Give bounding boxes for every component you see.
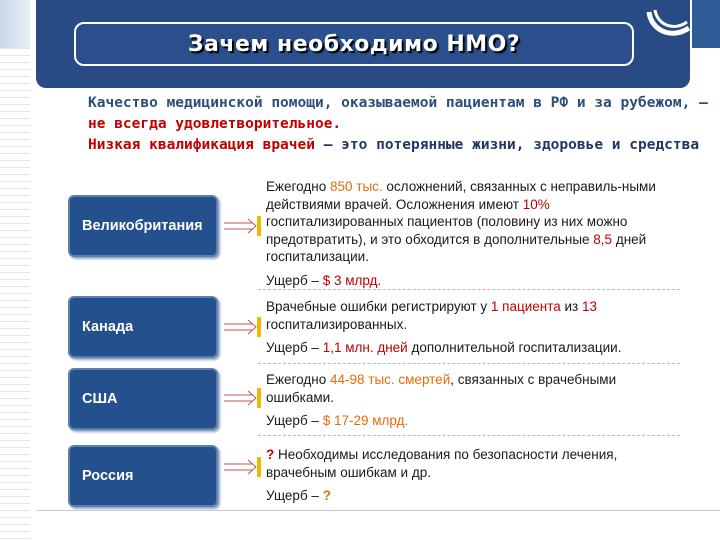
country-name: Великобритания [82, 218, 203, 234]
left-decor-strip [0, 0, 30, 540]
title-box [74, 22, 634, 66]
bottom-divider [36, 510, 720, 511]
arrow-right-icon [222, 387, 262, 409]
details-usa: Ежегодно 44-98 тыс. смертей, связанных с врачебными ошибками. Ущерб – $ 17-29 млрд. [266, 372, 617, 428]
intro-highlight-2: Низкая квалификация врачей [88, 137, 315, 153]
separator-line [258, 363, 680, 364]
country-name: Канада [82, 319, 134, 335]
arrow-right-icon [222, 456, 262, 478]
intro-part-2: — это потерянные жизни, здоровье и средства [314, 137, 700, 153]
right-decor-tab [692, 0, 720, 48]
details-uk: Ежегодно 850 тыс. осложнений, связанных с неправиль-ными действиями врачей. Осложнения имеют 10% госпитализированных пациентов (половину из них можно предотвратить), и это обходится в дополнительные 8,5 дней госпитализации. Ущерб – $ 3 млрд. [266, 179, 656, 288]
separator-line [258, 435, 680, 436]
intro-text [88, 93, 708, 156]
separator-line [258, 289, 680, 290]
arrow-right-icon [222, 215, 262, 237]
country-name: Россия [82, 468, 134, 484]
details-russia: ? Необходимы исследования по безопасности лечения, врачебным ошибкам и др. Ущерб – ? [266, 447, 618, 503]
details-canada: Врачебные ошибки регистрируют у 1 пациента из 13 госпитализированных. Ущерб – 1,1 млн. дней дополнительной госпитализации. [266, 299, 622, 355]
country-name: США [82, 391, 118, 407]
left-decor-top [0, 0, 30, 48]
country-box-russia [68, 445, 218, 507]
intro-part-1: Качество медицинской помощи, оказываемой пациентам в РФ и за рубежом, — [88, 95, 708, 111]
country-box-uk [68, 195, 218, 257]
country-box-canada [68, 296, 218, 358]
arrow-right-icon [222, 316, 262, 338]
logo-icon [641, 6, 693, 48]
country-box-usa [68, 368, 218, 430]
intro-highlight-1: не всегда удовлетворительное. [88, 116, 342, 132]
page-title: Зачем необходимо НМО? [187, 31, 521, 57]
